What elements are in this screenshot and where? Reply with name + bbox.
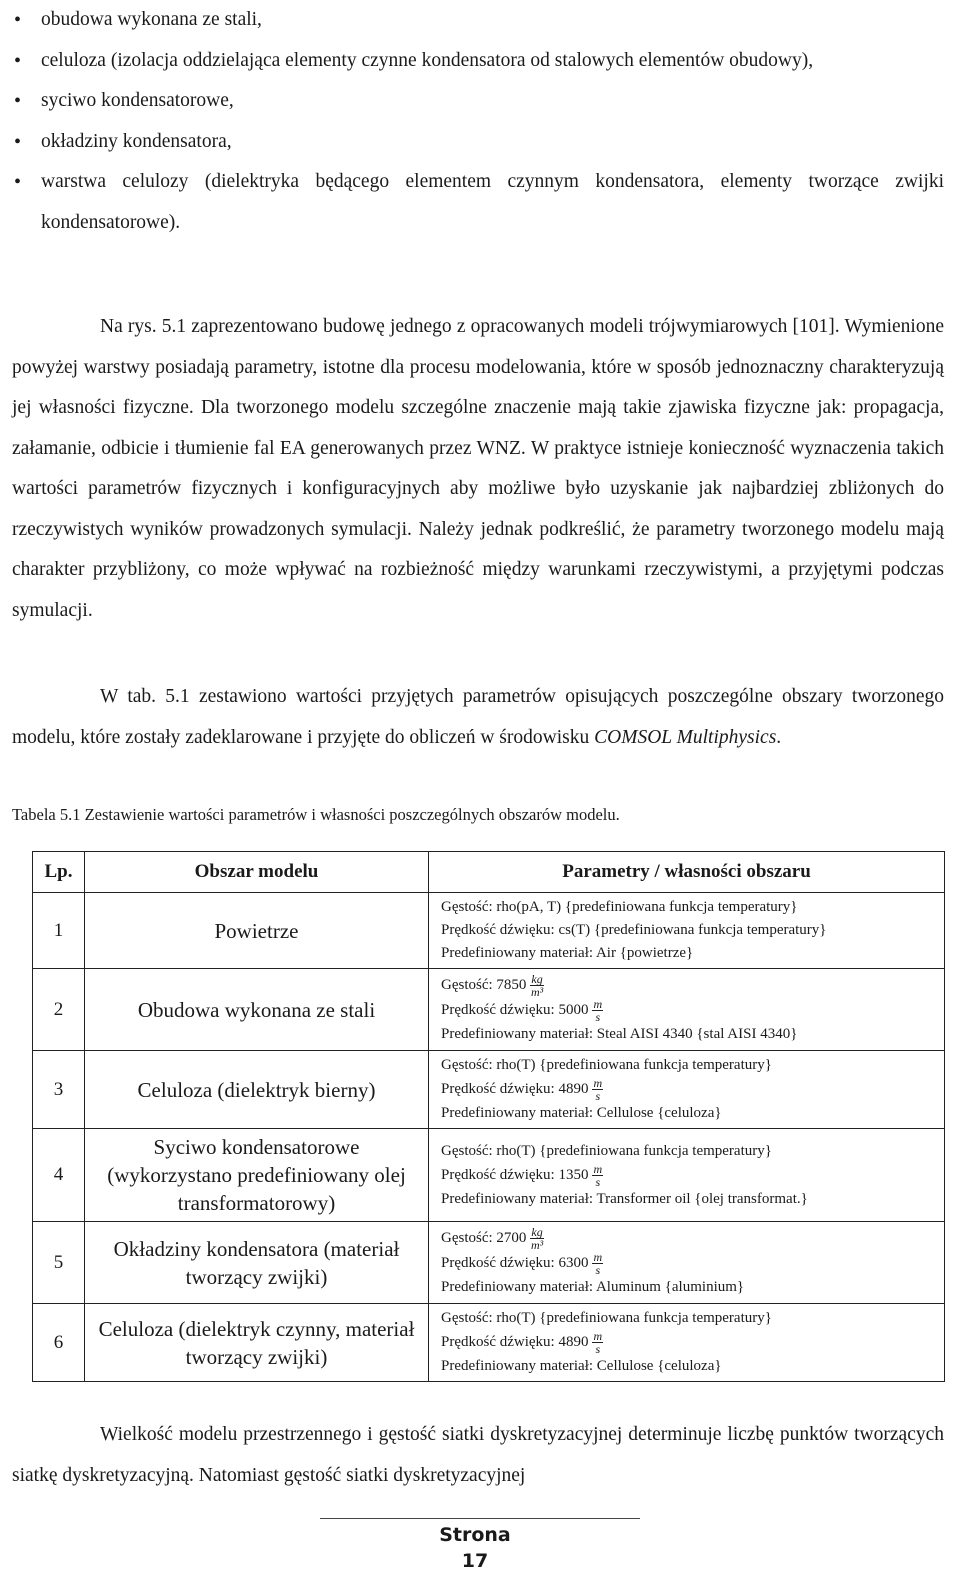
unit-numerator: m [593,1161,603,1176]
table-row [33,1129,945,1222]
unit-numerator: kg [531,1225,543,1239]
param-material: Predefiniowany materiał: Cellulose {celuloza} [441,1358,722,1374]
header-lp: Lp. [33,852,85,893]
param-sound-speed [441,1330,936,1355]
table-row [33,1051,945,1129]
param-sound-speed [441,998,936,1023]
unit-denominator: s [595,1263,601,1277]
unit-fraction [592,1330,603,1355]
paragraph-table-intro [12,677,944,758]
bullet-item: • warstwa celulozy (dielektryka będącego elementem czynnym kondensatora, elementy tworzące zwijki kondensatorowe). [14,162,944,243]
bullet-list [14,0,944,243]
paragraph-table-intro-text: W tab. 5.1 zestawiono wartości przyjętych parametrów opisujących poszczególne obszary tworzonego modelu, które zostały zadeklarowane i przyjęte do obliczeń w środowisku [12,686,944,748]
param-density: Gęstość: rho(T) {predefiniowana funkcja temperatury} [441,1310,772,1326]
paragraph-end-punct: . [776,726,782,748]
param-density [441,973,936,998]
unit-denominator: s [595,1089,601,1103]
page-value: 17 [461,1550,489,1572]
bullet-item: • celuloza (izolacja oddzielająca elementy czynne kondensatora od stalowych elementów obudowy), [14,41,944,82]
region-name: Obudowa wykonana ze stali [85,969,429,1051]
param-material: Predefiniowany materiał: Steal AISI 4340 {stal AISI 4340} [441,1026,798,1042]
row-number: 1 [33,893,85,969]
bullet-item: • okładziny kondensatora, [14,122,944,163]
table-row [33,893,945,969]
unit-denominator: m³ [530,1238,544,1252]
unit-numerator: m [593,1329,603,1343]
parameters-table [32,851,945,1382]
unit-fraction [592,1251,603,1276]
unit-numerator: kg [531,972,543,986]
region-params [429,1304,945,1382]
param-sound-speed-text: Prędkość dźwięku: 5000 [441,1001,589,1018]
unit-fraction [530,1226,543,1251]
region-params [429,1129,945,1222]
param-sound-speed: Prędkość dźwięku: cs(T) {predefiniowana funkcja temperatury} [441,922,827,938]
unit-fraction [592,1077,603,1102]
unit-denominator: s [595,1174,601,1189]
unit-fraction [592,1163,603,1188]
bullet-item: • syciwo kondensatorowe, [14,81,944,122]
param-sound-speed-text: Prędkość dźwięku: 4890 [441,1080,589,1097]
param-sound-speed-text: Prędkość dźwięku: 1350 [441,1166,589,1183]
param-sound-speed [441,1251,936,1276]
param-density: Gęstość: rho(pA, T) {predefiniowana funkcja temperatury} [441,899,798,915]
param-sound-speed [441,1077,936,1102]
unit-numerator: m [593,1250,603,1264]
param-density: Gęstość: rho(T) {predefiniowana funkcja temperatury} [441,1142,772,1159]
row-number: 3 [33,1051,85,1129]
param-density-text: Gęstość: 7850 [441,976,527,993]
header-params: Parametry / własności obszaru [429,852,945,893]
param-sound-speed [441,1163,936,1188]
region-params [429,969,945,1051]
unit-denominator: s [595,1010,601,1024]
region-name: Celuloza (dielektryk czynny, materiał tworzący zwijki) [85,1304,429,1382]
software-name: COMSOL Multiphysics [594,726,777,748]
table-row [33,1222,945,1304]
region-name: Syciwo kondensatorowe (wykorzystano predefiniowany olej transformatorowy) [85,1129,429,1222]
region-params [429,893,945,969]
row-number: 5 [33,1222,85,1304]
table-header-row [33,852,945,893]
param-density-text: Gęstość: 2700 [441,1229,527,1246]
row-number: 2 [33,969,85,1051]
table-caption: Tabela 5.1 Zestawienie wartości parametrów i własności poszczególnych obszarów modelu. [12,805,620,824]
param-material: Predefiniowany materiał: Air {powietrze} [441,945,694,961]
param-sound-speed-text: Prędkość dźwięku: 4890 [441,1333,589,1350]
paragraph-model-description: Na rys. 5.1 zaprezentowano budowę jednego z opracowanych modeli trójwymiarowych [101]. Wymienione powyżej warstwy posiadają parametry, istotne dla procesu modelowania, które w sposób jednoznaczny charakteryzują jej własności fizyczne. Dla tworzonego modelu szczególne znaczenie mają takie zjawiska fizyczne jak: propagacja, załamanie, odbicie i tłumienie fal EA generowanych przez WNZ. W praktyce istnieje konieczność wyznaczenia takich wartości parametrów fizycznych i konfiguracyjnych aby możliwe było uzyskanie jak najbardziej zbliżonych do rzeczywistych wyników prowadzonych symulacji. Należy jednak podkreślić, że parametry tworzonego modelu mają charakter przybliżony, co może wpływać na rozbieżność między warunkami rzeczywistymi, a przyjętymi podczas symulacji. [12,316,944,621]
param-material: Predefiniowany materiał: Transformer oil {olej transformat.} [441,1190,808,1207]
header-region: Obszar modelu [85,852,429,893]
param-density [441,1226,936,1251]
table-row [33,1304,945,1382]
unit-numerator: m [593,1076,603,1090]
unit-denominator: s [595,1342,601,1356]
param-material: Predefiniowany materiał: Cellulose {celuloza} [441,1105,722,1121]
region-params [429,1051,945,1129]
unit-denominator: m³ [530,985,544,999]
param-density: Gęstość: rho(T) {predefiniowana funkcja temperatury} [441,1057,772,1073]
table-row [33,969,945,1051]
unit-fraction [592,998,603,1023]
region-name: Celuloza (dielektryk bierny) [85,1051,429,1129]
row-number: 4 [33,1129,85,1222]
unit-fraction [530,973,543,998]
param-material: Predefiniowany materiał: Aluminum {aluminium} [441,1279,745,1295]
paragraph-mesh: Wielkość modelu przestrzennego i gęstość siatki dyskretyzacyjnej determinuje liczbę punktów tworzących siatkę dyskretyzacyjną. Natomiast gęstość siatki dyskretyzacyjnej [12,1424,944,1486]
region-params [429,1222,945,1304]
page-number [420,1522,530,1574]
row-number: 6 [33,1304,85,1382]
region-name: Powietrze [85,893,429,969]
unit-numerator: m [593,997,603,1011]
param-sound-speed-text: Prędkość dźwięku: 6300 [441,1254,589,1271]
footer-rule [320,1518,640,1519]
region-name: Okładziny kondensatora (materiał tworzący zwijki) [85,1222,429,1304]
page-label: Strona [439,1524,511,1546]
bullet-item: • obudowa wykonana ze stali, [14,0,944,41]
